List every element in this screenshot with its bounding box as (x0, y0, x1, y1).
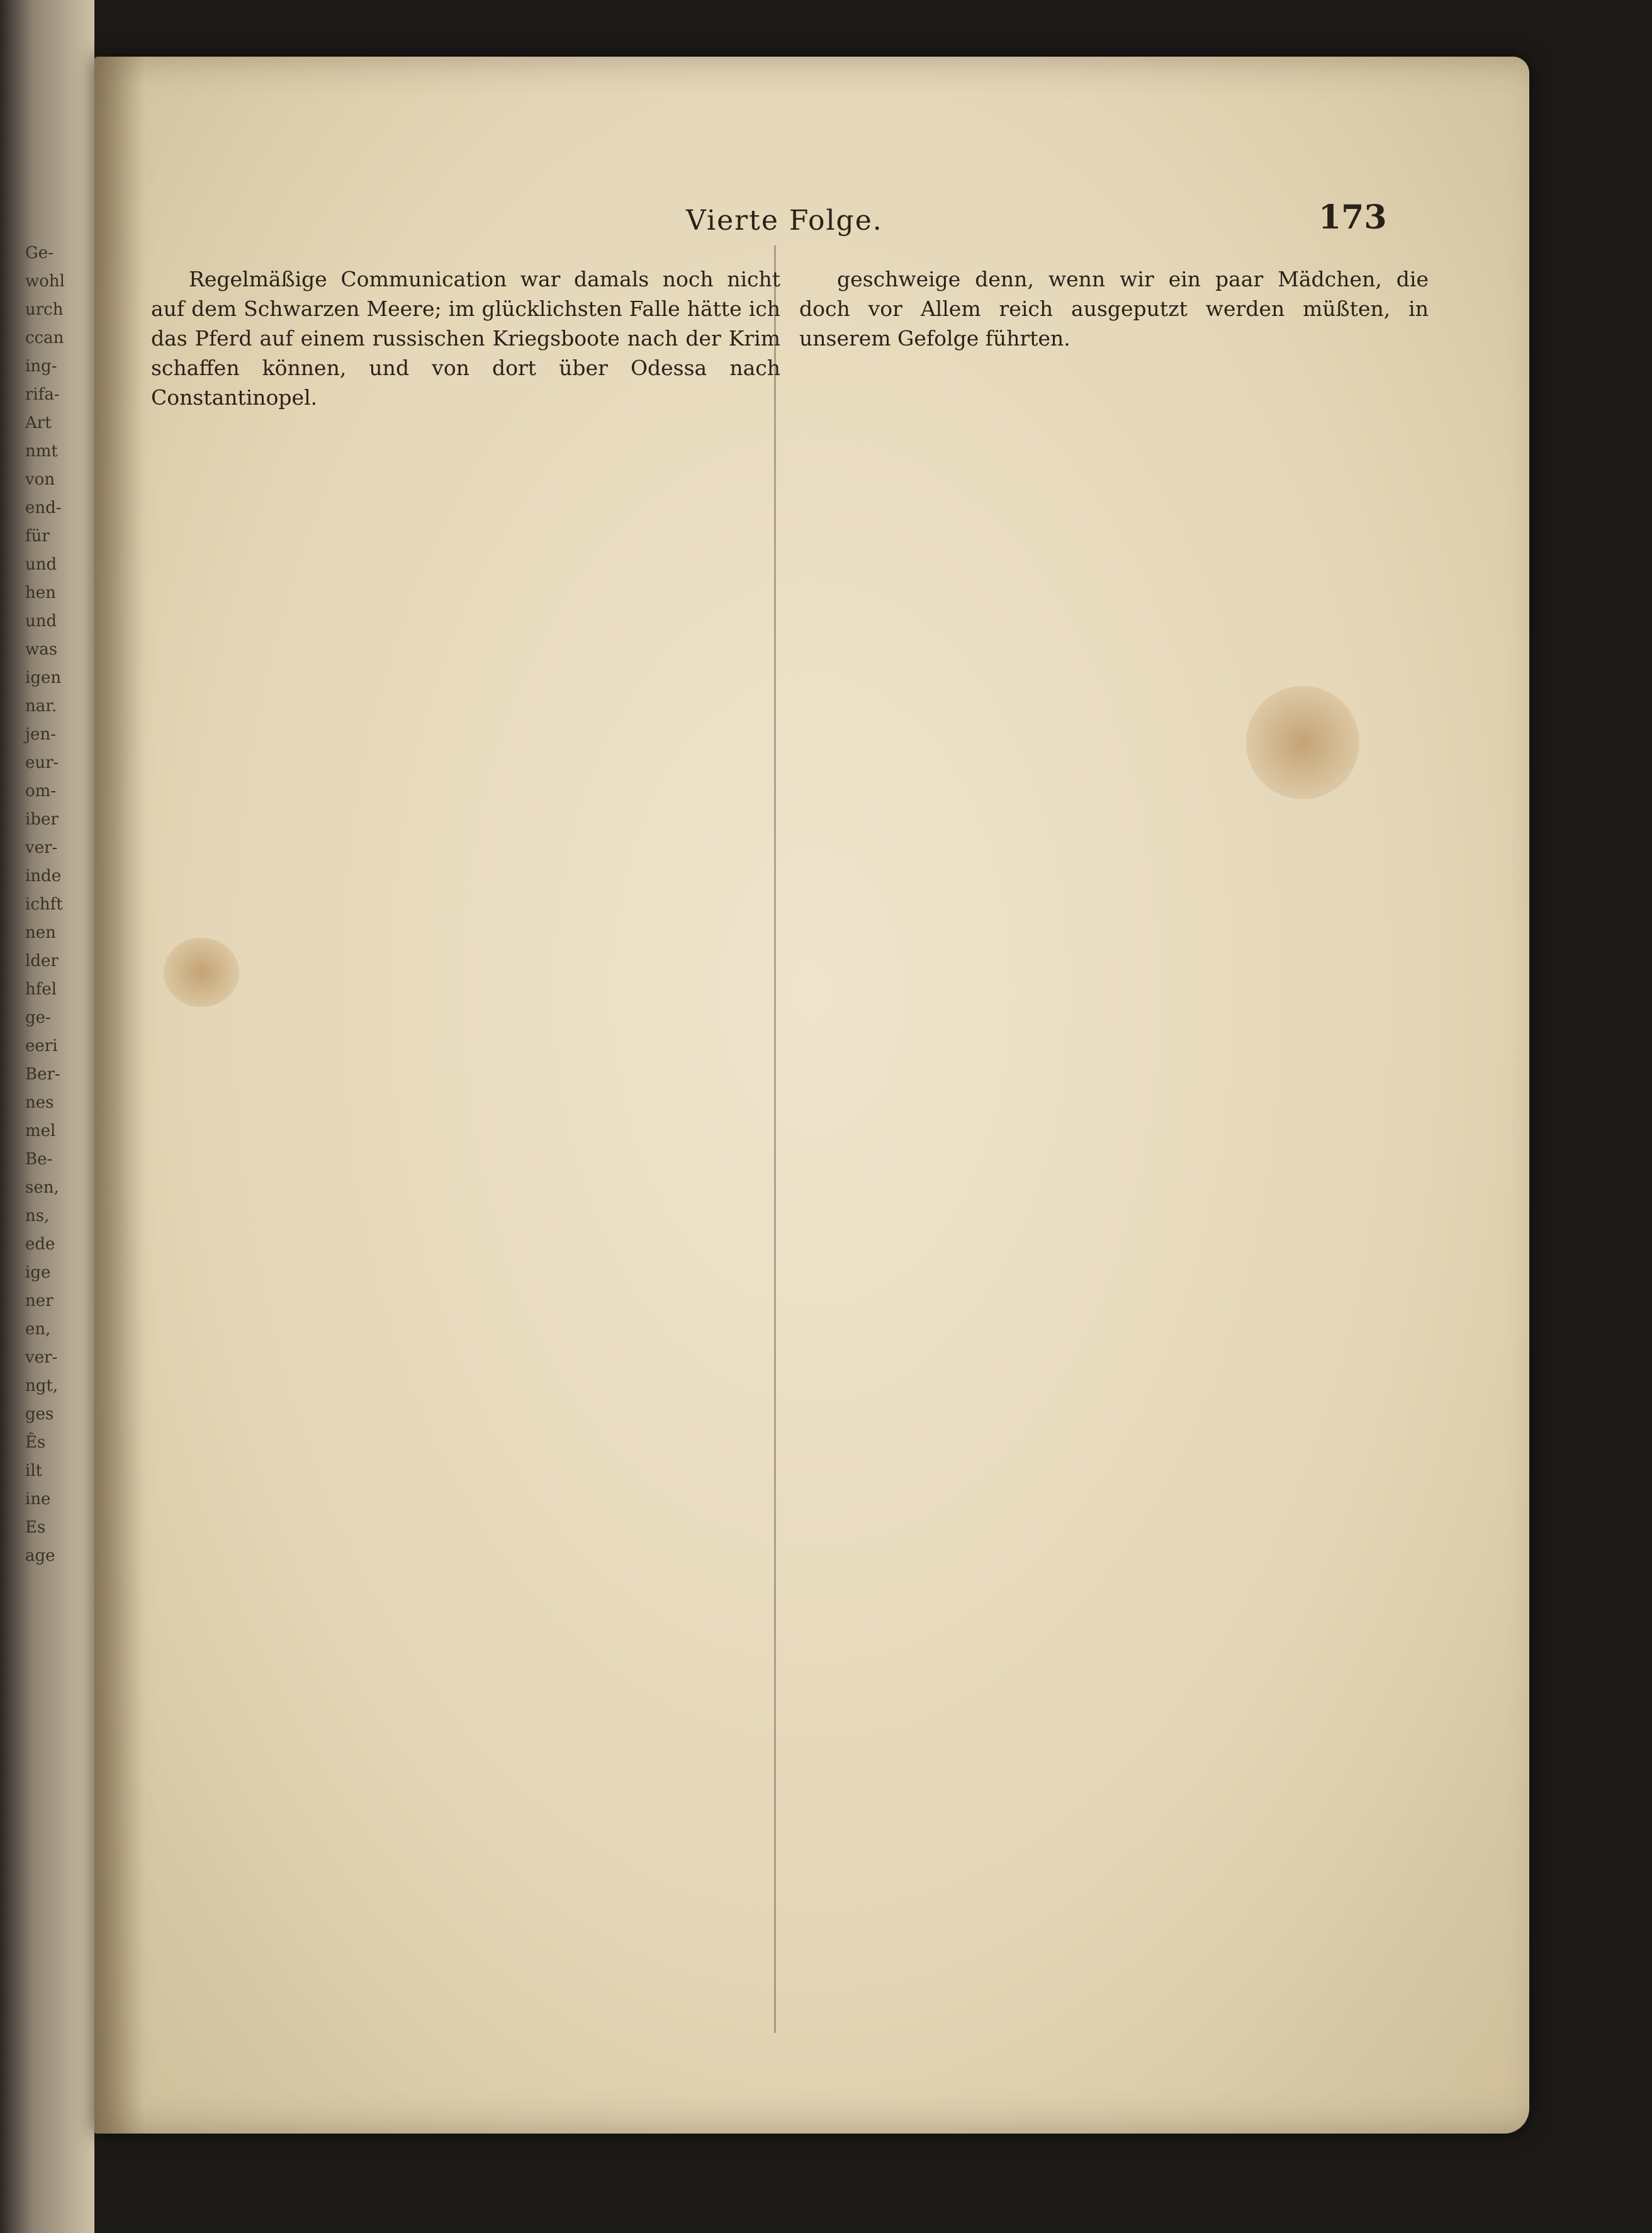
facing-page-fragment: was (25, 640, 58, 659)
facing-page-fragment: ges (25, 1405, 54, 1424)
facing-page-fragment: Ês (25, 1433, 46, 1452)
facing-page-fragment: von (25, 470, 55, 489)
facing-page-fragment: urch (25, 300, 64, 319)
facing-page-fragment: ver- (25, 1348, 58, 1367)
facing-page-fragment: om- (25, 782, 57, 801)
foxing-stain (1246, 686, 1359, 799)
facing-page-fragment: Ber- (25, 1065, 60, 1084)
facing-page-fragment: hfel (25, 980, 57, 999)
facing-page-fragment: Es (25, 1518, 46, 1537)
facing-page-fragment: ccan (25, 329, 64, 347)
facing-page-fragment: igen (25, 668, 62, 687)
facing-page-fragment: mel (25, 1122, 56, 1140)
column-divider (774, 245, 776, 2033)
facing-page-fragment: hen (25, 583, 56, 602)
facing-page-fragment: age (25, 1546, 55, 1565)
facing-page-fragment: und (25, 612, 57, 631)
facing-page-fragment: und (25, 555, 57, 574)
facing-page-fragment: Ge- (25, 244, 53, 262)
page-number: 173 (1318, 198, 1387, 237)
text-column-left (151, 264, 780, 412)
running-head: Vierte Folge. (686, 205, 883, 237)
facing-page-fragment: nen (25, 923, 56, 942)
facing-page-fragment: ner (25, 1291, 53, 1310)
facing-page-fragment: rifa- (25, 385, 60, 404)
facing-page-fragment: ge- (25, 1008, 51, 1027)
facing-page-fragment: end- (25, 498, 62, 517)
facing-page-fragment: wohl (25, 272, 65, 291)
facing-page-fragment: ichft (25, 895, 63, 914)
page-gutter-shadow (94, 57, 145, 2134)
facing-page-fragment: ing- (25, 357, 57, 376)
facing-page-fragment: en, (25, 1320, 51, 1339)
facing-page-fragment: inde (25, 867, 62, 886)
facing-page-fragment: nar. (25, 697, 57, 716)
facing-page-fragment: für (25, 527, 50, 546)
paragraph: geschweige denn, wenn wir ein paar Mädchen, die doch vor Allem reich ausgeputzt werden müßten, in unserem Gefolge führten. (799, 267, 1429, 351)
foxing-stain (164, 938, 239, 1007)
facing-page-fragment: sen, (25, 1178, 59, 1197)
facing-page-fragment: ngt, (25, 1376, 59, 1395)
facing-page-fragment: ns, (25, 1206, 50, 1225)
facing-page-fragment: eeri (25, 1037, 58, 1055)
facing-page-fragment: ver- (25, 838, 58, 857)
text-column-right (799, 264, 1429, 353)
facing-page-edge (0, 0, 94, 2233)
facing-page-fragments (25, 239, 88, 2127)
facing-page-fragment: Art (25, 413, 52, 432)
paragraph: Regelmäßige Communication war damals noch nicht auf dem Schwarzen Meere; im glücklichsten Falle hätte ich das Pferd auf einem russischen Kriegsboote nach der Krim schaffen können, und von dort über Odessa nach Constantinopel. (151, 267, 780, 410)
facing-page-fragment: ine (25, 1490, 51, 1509)
facing-page-fragment: ige (25, 1263, 51, 1282)
facing-page-fragment: nmt (25, 442, 58, 461)
facing-page-fragment: Be- (25, 1150, 53, 1169)
facing-page-fragment: ede (25, 1235, 55, 1254)
book-page (94, 57, 1529, 2134)
facing-page-fragment: eur- (25, 753, 59, 772)
facing-page-fragment: jen- (25, 725, 56, 744)
facing-page-fragment: nes (25, 1093, 54, 1112)
facing-page-fragment: lder (25, 952, 59, 970)
facing-page-fragment: ilt (25, 1461, 43, 1480)
facing-page-fragment: iber (25, 810, 59, 829)
